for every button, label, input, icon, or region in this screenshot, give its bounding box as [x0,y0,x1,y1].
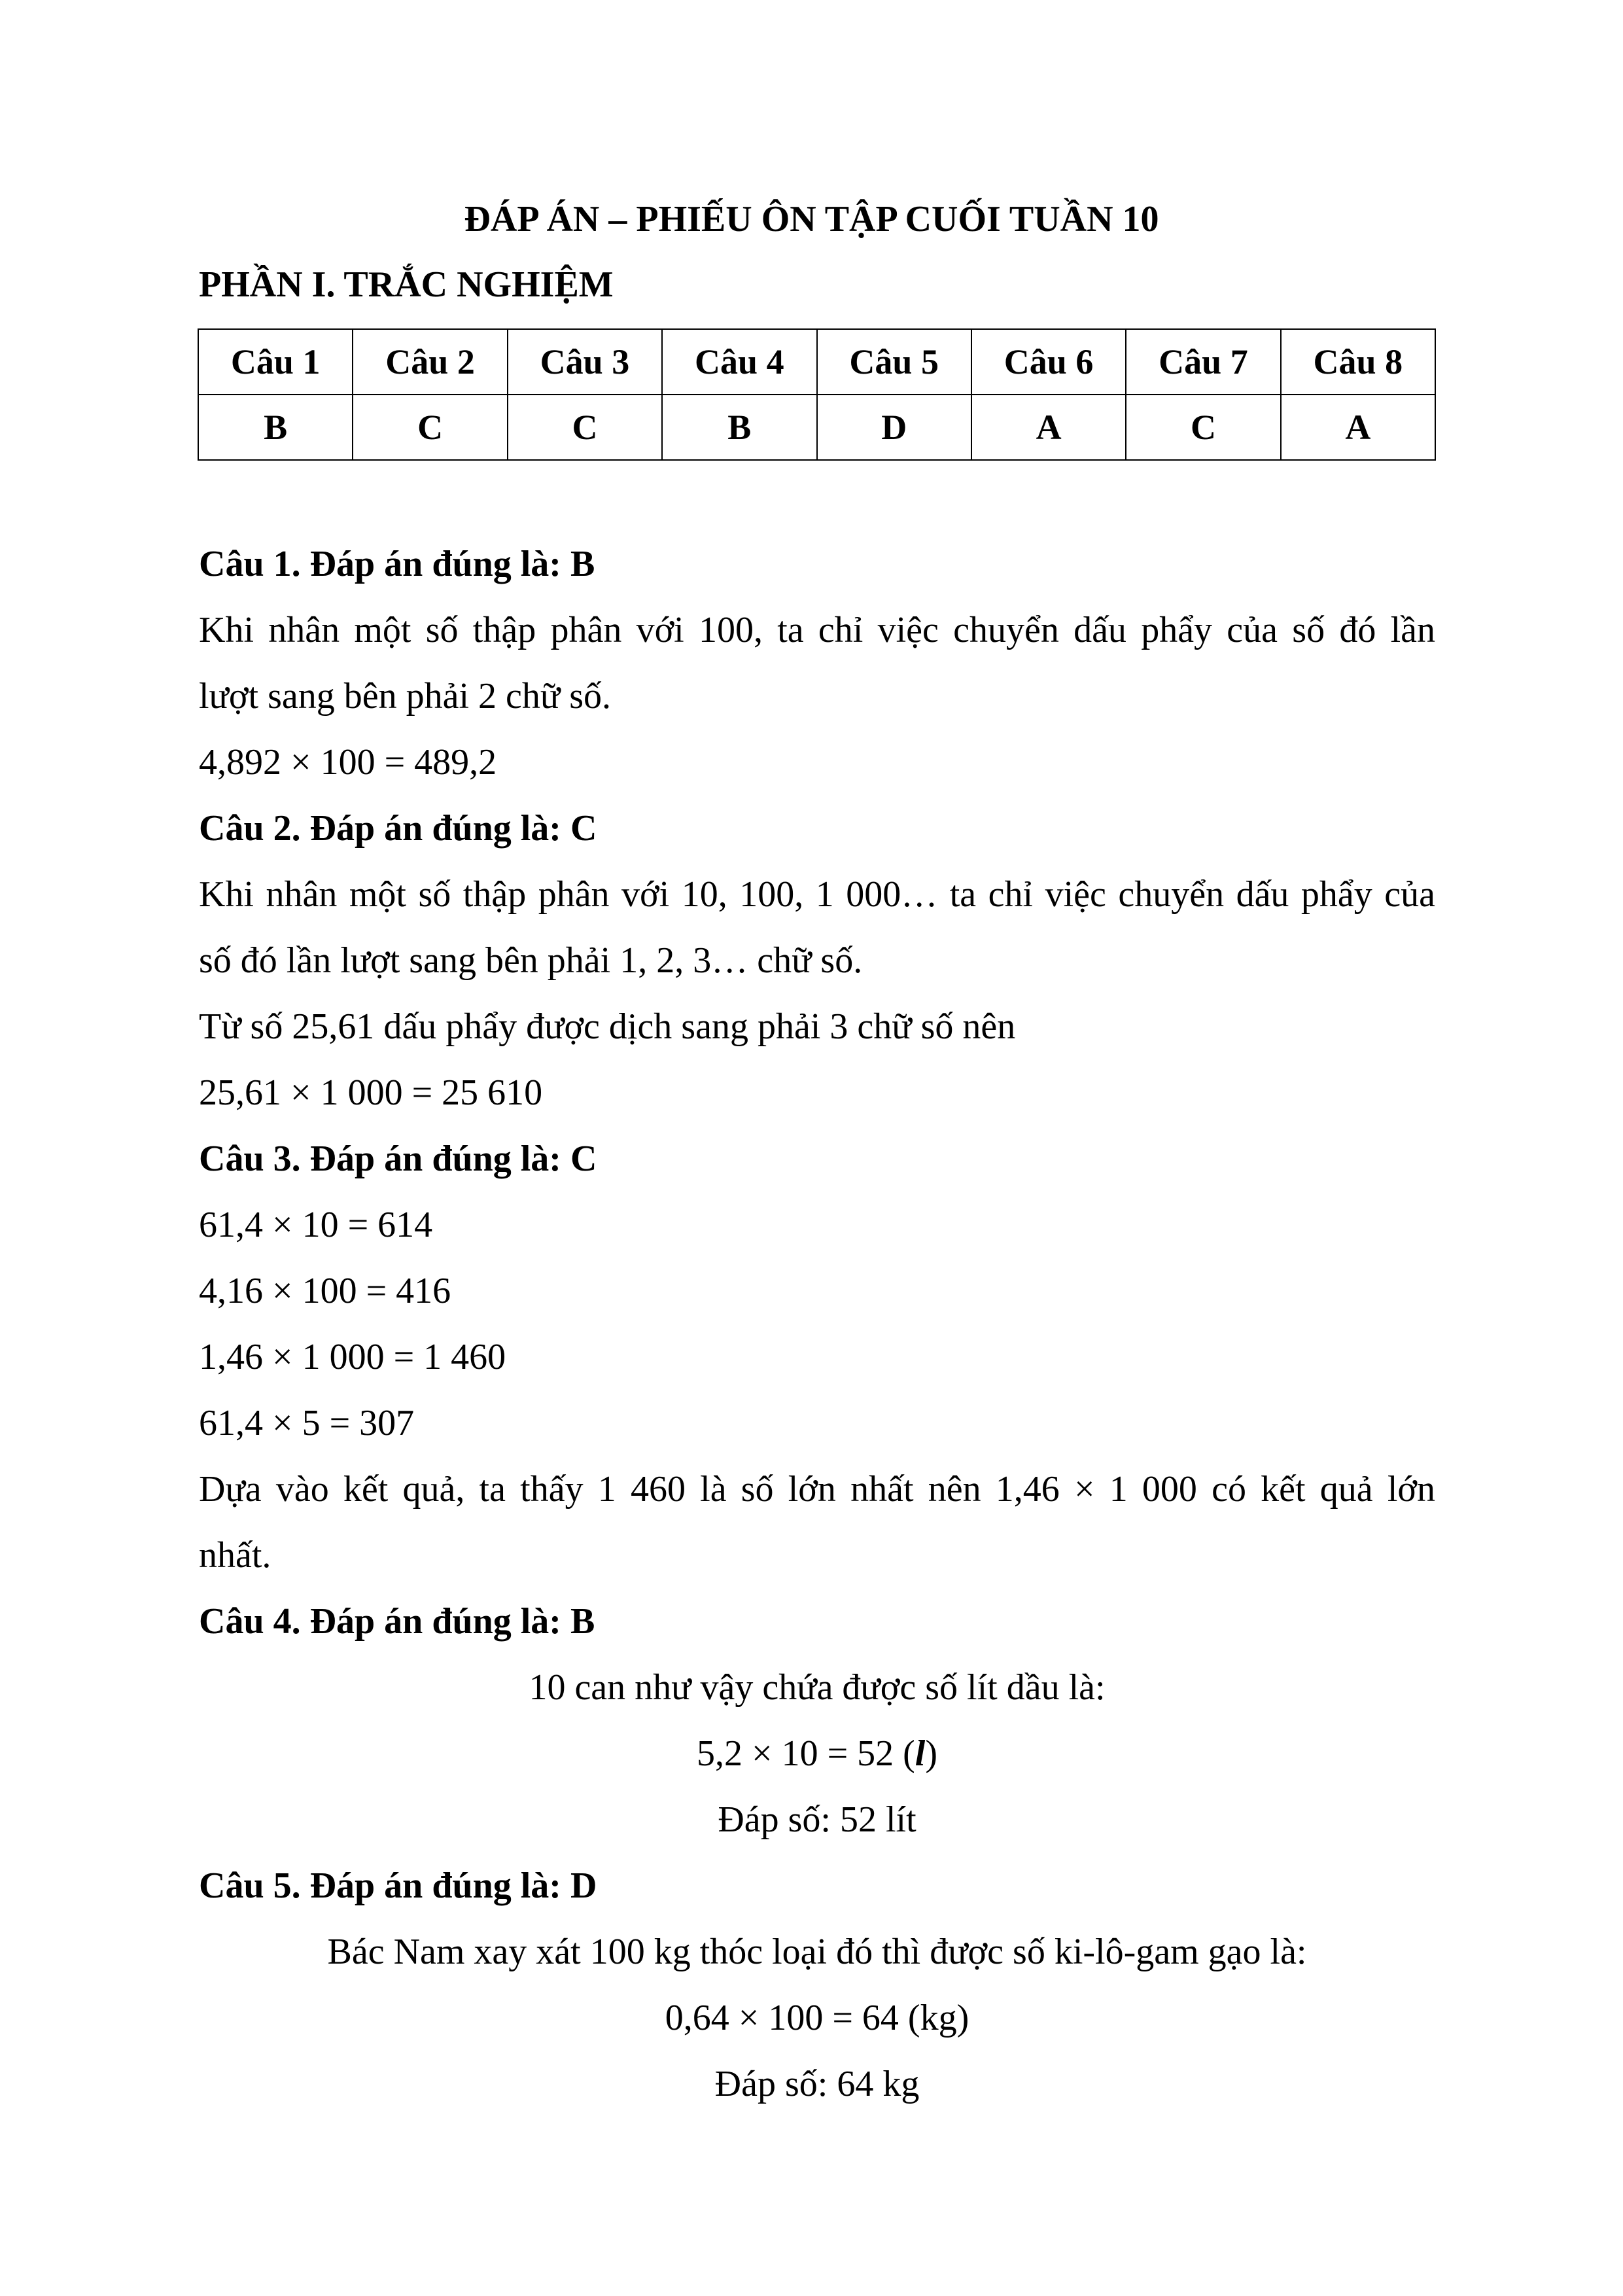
q1-text: Khi nhân một số thập phân với 100, ta chỉ việc chuyển dấu phẩy của số đó lần [199,610,1435,650]
answer-table-header-row [198,329,1435,395]
q2-text: Từ số 25,61 dấu phẩy được dịch sang phải 3 chữ số nên [199,1006,1016,1047]
q4-calc-prefix: 5,2 × 10 = 52 ( [696,1733,915,1774]
answer-cell: B [662,395,816,460]
question-header: Câu 1 [198,329,353,395]
question-header: Câu 4 [662,329,816,395]
q3-text: nhất. [199,1535,271,1576]
q2-calculation: 25,61 × 1 000 = 25 610 [199,1072,543,1113]
q5-text: Bác Nam xay xát 100 kg thóc loại đó thì được số ki-lô-gam gạo là: [327,1932,1307,1972]
q4-calculation [199,1721,1435,1787]
q4-text: 10 can như vậy chứa được số lít dầu là: [529,1667,1106,1708]
answer-cell: A [971,395,1126,460]
page-title: ĐÁP ÁN – PHIẾU ÔN TẬP CUỐI TUẦN 10 [464,199,1159,239]
q4-calc-suffix: ) [925,1733,938,1774]
q2-text: số đó lần lượt sang bên phải 1, 2, 3… chữ số. [199,940,863,981]
q3-calculation: 1,46 × 1 000 = 1 460 [199,1337,506,1377]
answer-cell: C [1126,395,1280,460]
q3-calculation: 61,4 × 5 = 307 [199,1403,415,1443]
answer-cell: B [198,395,353,460]
q3-calculation: 61,4 × 10 = 614 [199,1205,433,1245]
question-header: Câu 7 [1126,329,1280,395]
q4-final-answer: Đáp số: 52 lít [718,1799,916,1840]
answer-cell: C [353,395,507,460]
question-header: Câu 2 [353,329,507,395]
q5-calculation: 0,64 × 100 = 64 (kg) [665,1998,969,2038]
q1-heading: Câu 1. Đáp án đúng là: B [199,544,595,584]
q1-calculation: 4,892 × 100 = 489,2 [199,742,497,783]
section-heading: PHẦN I. TRẮC NGHIỆM [199,264,614,305]
q5-final-answer: Đáp số: 64 kg [714,2064,920,2104]
q5-heading: Câu 5. Đáp án đúng là: D [199,1865,597,1906]
q4-calc-unit: l [915,1733,926,1774]
question-header: Câu 3 [508,329,662,395]
question-header: Câu 8 [1281,329,1435,395]
answer-cell: A [1281,395,1435,460]
q4-heading: Câu 4. Đáp án đúng là: B [199,1601,595,1642]
answer-cell: C [508,395,662,460]
answer-table-answer-row [198,395,1435,460]
q3-heading: Câu 3. Đáp án đúng là: C [199,1139,597,1179]
q1-text: lượt sang bên phải 2 chữ số. [199,676,611,716]
question-header: Câu 6 [971,329,1126,395]
q3-calculation: 4,16 × 100 = 416 [199,1271,451,1311]
q2-heading: Câu 2. Đáp án đúng là: C [199,808,597,849]
q3-text: Dựa vào kết quả, ta thấy 1 460 là số lớn nhất nên 1,46 × 1 000 có kết quả lớn [199,1469,1435,1510]
answer-table [198,328,1436,461]
explanations [199,531,1435,2117]
question-header: Câu 5 [817,329,971,395]
q2-text: Khi nhân một số thập phân với 10, 100, 1 000… ta chỉ việc chuyển dấu phẩy của [199,874,1435,915]
answer-cell: D [817,395,971,460]
